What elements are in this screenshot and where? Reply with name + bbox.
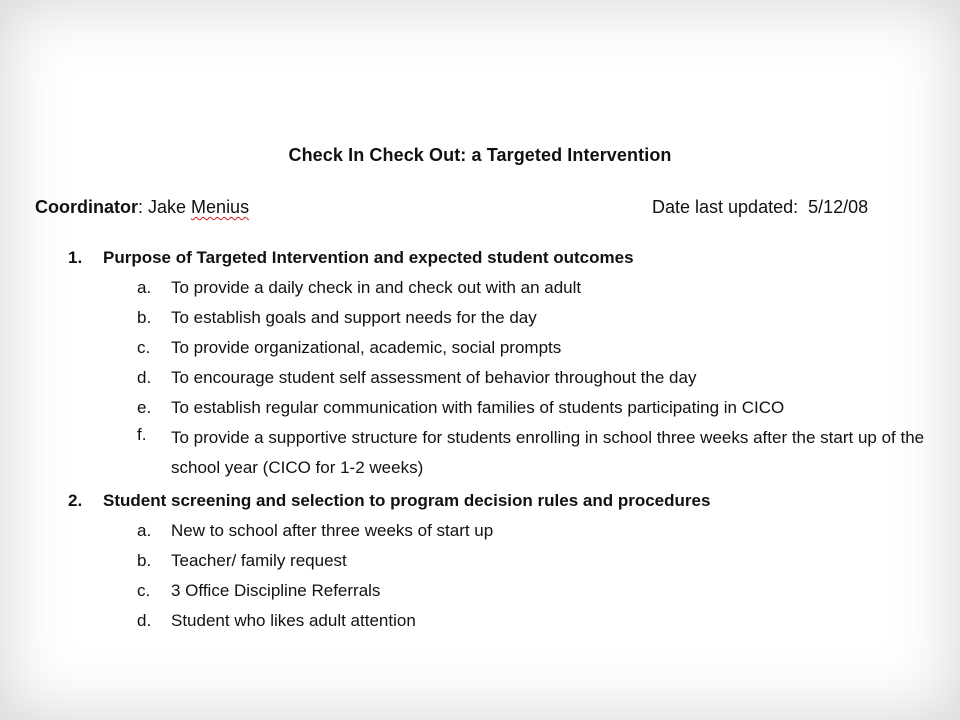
section-number: 2. [68,491,83,510]
list-item-text: Student who likes adult attention [171,611,416,630]
coordinator-first-name: Jake [148,197,192,217]
list-item [0,519,960,543]
list-item [0,423,960,483]
date-line [652,197,868,218]
section-heading-text: Purpose of Targeted Intervention and expected student outcomes [103,248,634,267]
sections-list [0,246,960,639]
list-item-letter: a. [137,521,152,540]
list-item-text: To provide a supportive structure for students enrolling in school three weeks after the start up of the school year (CICO for 1-2 weeks) [171,428,925,477]
list-item-text: To establish goals and support needs for the day [171,308,537,327]
list-item-letter: e. [137,398,152,417]
list-item [0,276,960,300]
list-item-letter: d. [137,611,152,630]
list-item [0,306,960,330]
section-heading [0,489,960,519]
list-item-letter: c. [137,338,151,357]
date-label: Date last updated: [652,197,799,217]
list-item-letter: f. [137,425,147,444]
list-item-text: To encourage student self assessment of behavior throughout the day [171,368,697,387]
list-item-letter: a. [137,278,152,297]
section-number: 1. [68,248,83,267]
list-item-text: Teacher/ family request [171,551,347,570]
list-item-text: 3 Office Discipline Referrals [171,581,381,600]
list-item [0,366,960,390]
list-item-text: To provide a daily check in and check out with an adult [171,278,582,297]
list-item-letter: c. [137,581,151,600]
coordinator-label: Coordinator [35,197,138,217]
list-item [0,396,960,420]
coordinator-line [35,197,249,218]
section-heading [0,246,960,276]
list-item-letter: b. [137,551,152,570]
list-item-text: To provide organizational, academic, social prompts [171,338,562,357]
coordinator-last-name: Menius [191,197,250,217]
list-item [0,579,960,603]
list-item-letter: b. [137,308,152,327]
list-item [0,549,960,573]
document-title: Check In Check Out: a Targeted Intervention [288,145,672,165]
list-item [0,609,960,633]
list-item-text: To establish regular communication with families of students participating in CICO [171,398,785,417]
date-value: 5/12/08 [808,197,869,217]
list-item [0,336,960,360]
list-item-letter: d. [137,368,152,387]
coordinator-separator: : [138,197,149,217]
section-heading-text: Student screening and selection to program decision rules and procedures [103,491,711,510]
list-item-text: New to school after three weeks of start up [171,521,494,540]
